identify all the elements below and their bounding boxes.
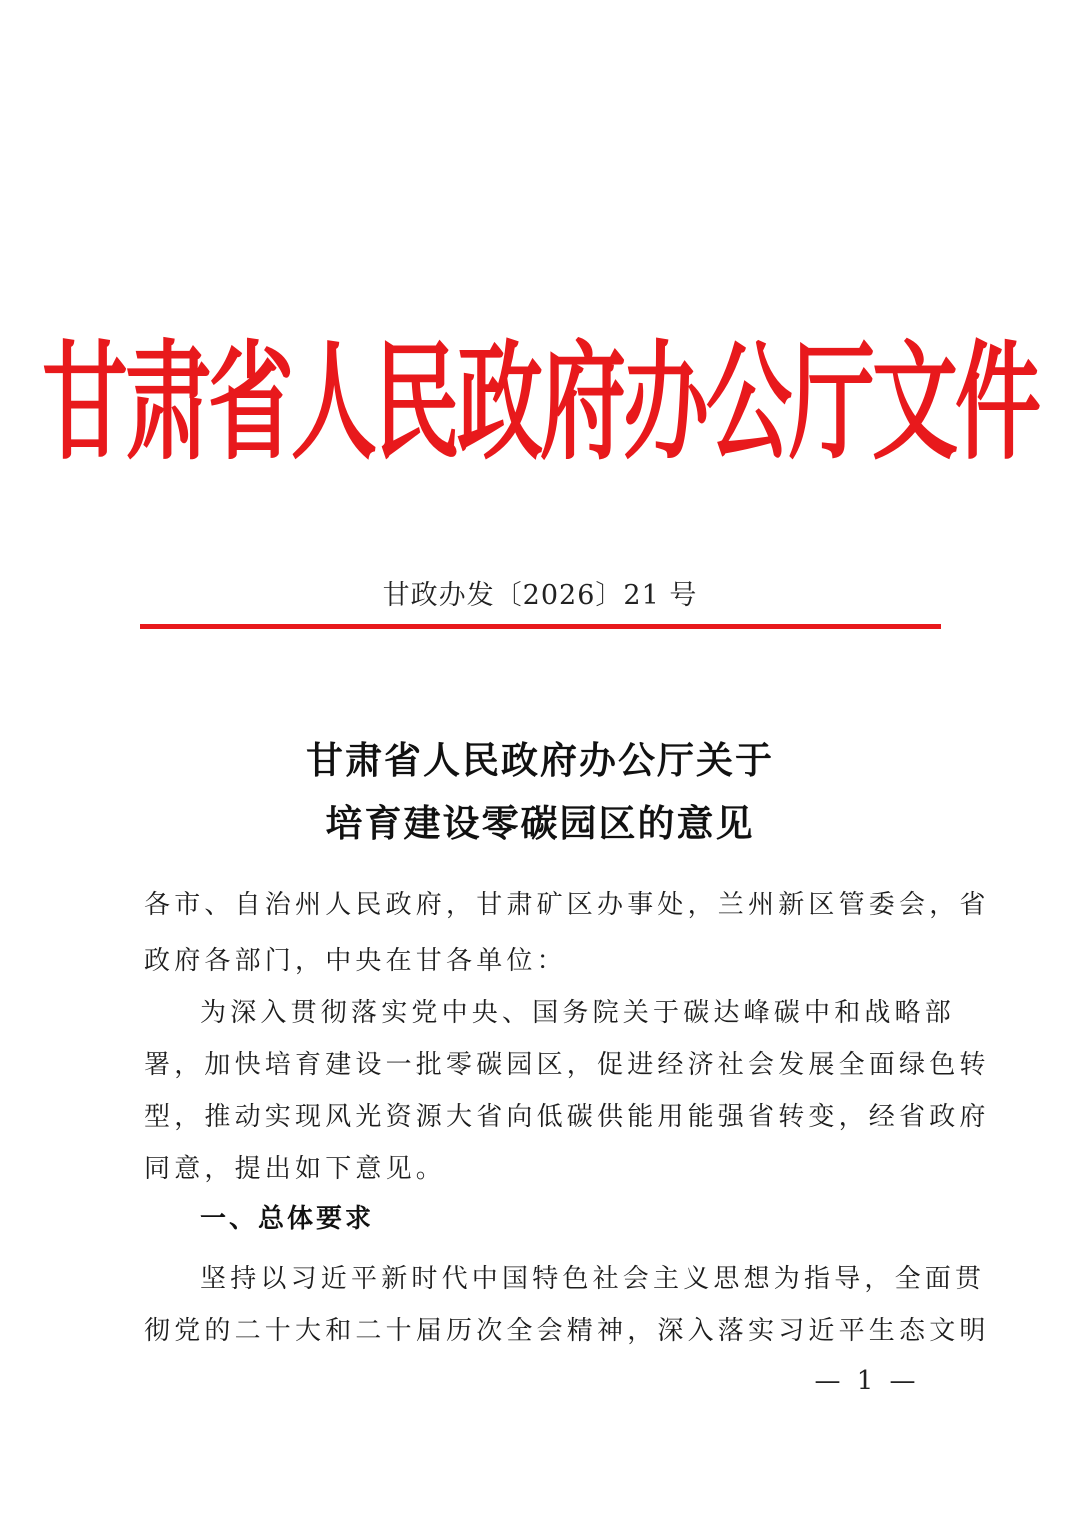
red-divider-line	[140, 624, 941, 629]
document-title-line-2: 培育建设零碳园区的意见	[325, 801, 755, 845]
intro-paragraph-line-4: 同意，提出如下意见。	[144, 1154, 447, 1184]
intro-paragraph-line-2: 署，加快培育建设一批零碳园区，促进经济社会发展全面绿色转	[144, 1050, 990, 1080]
document-title-line-1: 甘肃省人民政府办公厅关于	[306, 738, 774, 782]
issuer-masthead: 甘肃省人民政府办公厅文件	[42, 329, 1038, 478]
document-number: 甘政办发〔2026〕21 号	[382, 580, 698, 611]
intro-paragraph-line-1: 为深入贯彻落实党中央、国务院关于碳达峰碳中和战略部	[200, 998, 956, 1028]
page-number: — 1 —	[814, 1366, 920, 1396]
addressee-line-2: 政府各部门，中央在甘各单位：	[144, 946, 567, 976]
intro-paragraph-line-3: 型，推动实现风光资源大省向低碳供能用能强省转变，经省政府	[144, 1102, 990, 1132]
section-heading: 一、总体要求	[200, 1204, 375, 1234]
addressee-line-1: 各市、自治州人民政府，甘肃矿区办事处，兰州新区管委会，省	[144, 890, 990, 920]
section-paragraph-line-1: 坚持以习近平新时代中国特色社会主义思想为指导，全面贯	[200, 1264, 986, 1294]
section-paragraph-line-2: 彻党的二十大和二十届历次全会精神，深入落实习近平生态文明	[144, 1316, 990, 1346]
